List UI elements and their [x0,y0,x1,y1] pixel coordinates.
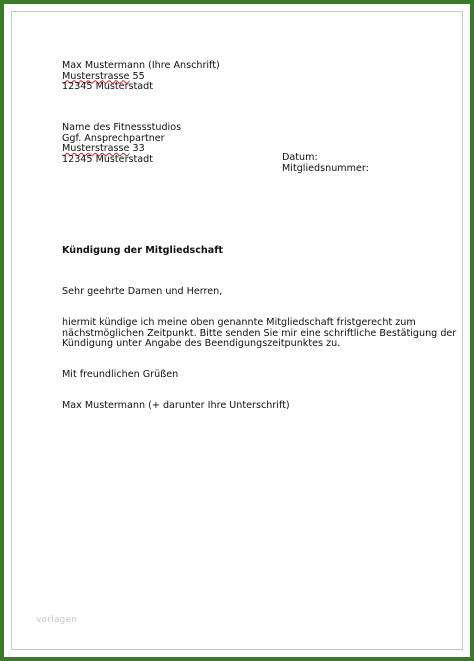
body-line: hiermit kündige ich meine oben genannte Mitgliedschaft fristgerecht zum [62,317,416,328]
meta-fields [282,153,369,174]
closing: Mit freundlichen Grüßen [62,369,179,380]
watermark-text: vorlagen [36,615,78,625]
sender-city: 12345 Musterstadt [62,81,154,92]
body-line: nächstmöglichen Zeitpunkt. Bitte senden Sie mir eine schriftliche Bestätigung der [62,327,457,339]
body-line: Kündigung unter Angabe des Beendigungszeitpunktes zu. [62,338,341,349]
recipient-contact: Ggf. Ansprechpartner [62,132,165,144]
sender-name: Max Mustermann (Ihre Anschrift) [62,60,220,71]
signature-line: Max Mustermann (+ darunter Ihre Unterschrift) [62,400,290,411]
recipient-street [62,144,181,155]
recipient-name: Name des Fitnessstudios [62,122,182,133]
salutation: Sehr geehrte Damen und Herren, [62,286,223,297]
sender-street-number: 55 [129,70,145,82]
letter-body [62,318,456,350]
recipient-street-number: 33 [129,143,145,154]
recipient-address [62,123,181,165]
member-number-label: Mitgliedsnummer: [282,162,369,174]
recipient-city: 12345 Musterstadt [62,153,154,165]
letter-subject: Kündigung der Mitgliedschaft [62,245,223,256]
date-label: Datum: [282,152,318,163]
sender-street-name: Musterstrasse [62,70,130,82]
recipient-street-name: Musterstrasse [62,143,130,154]
sender-address [62,61,220,93]
